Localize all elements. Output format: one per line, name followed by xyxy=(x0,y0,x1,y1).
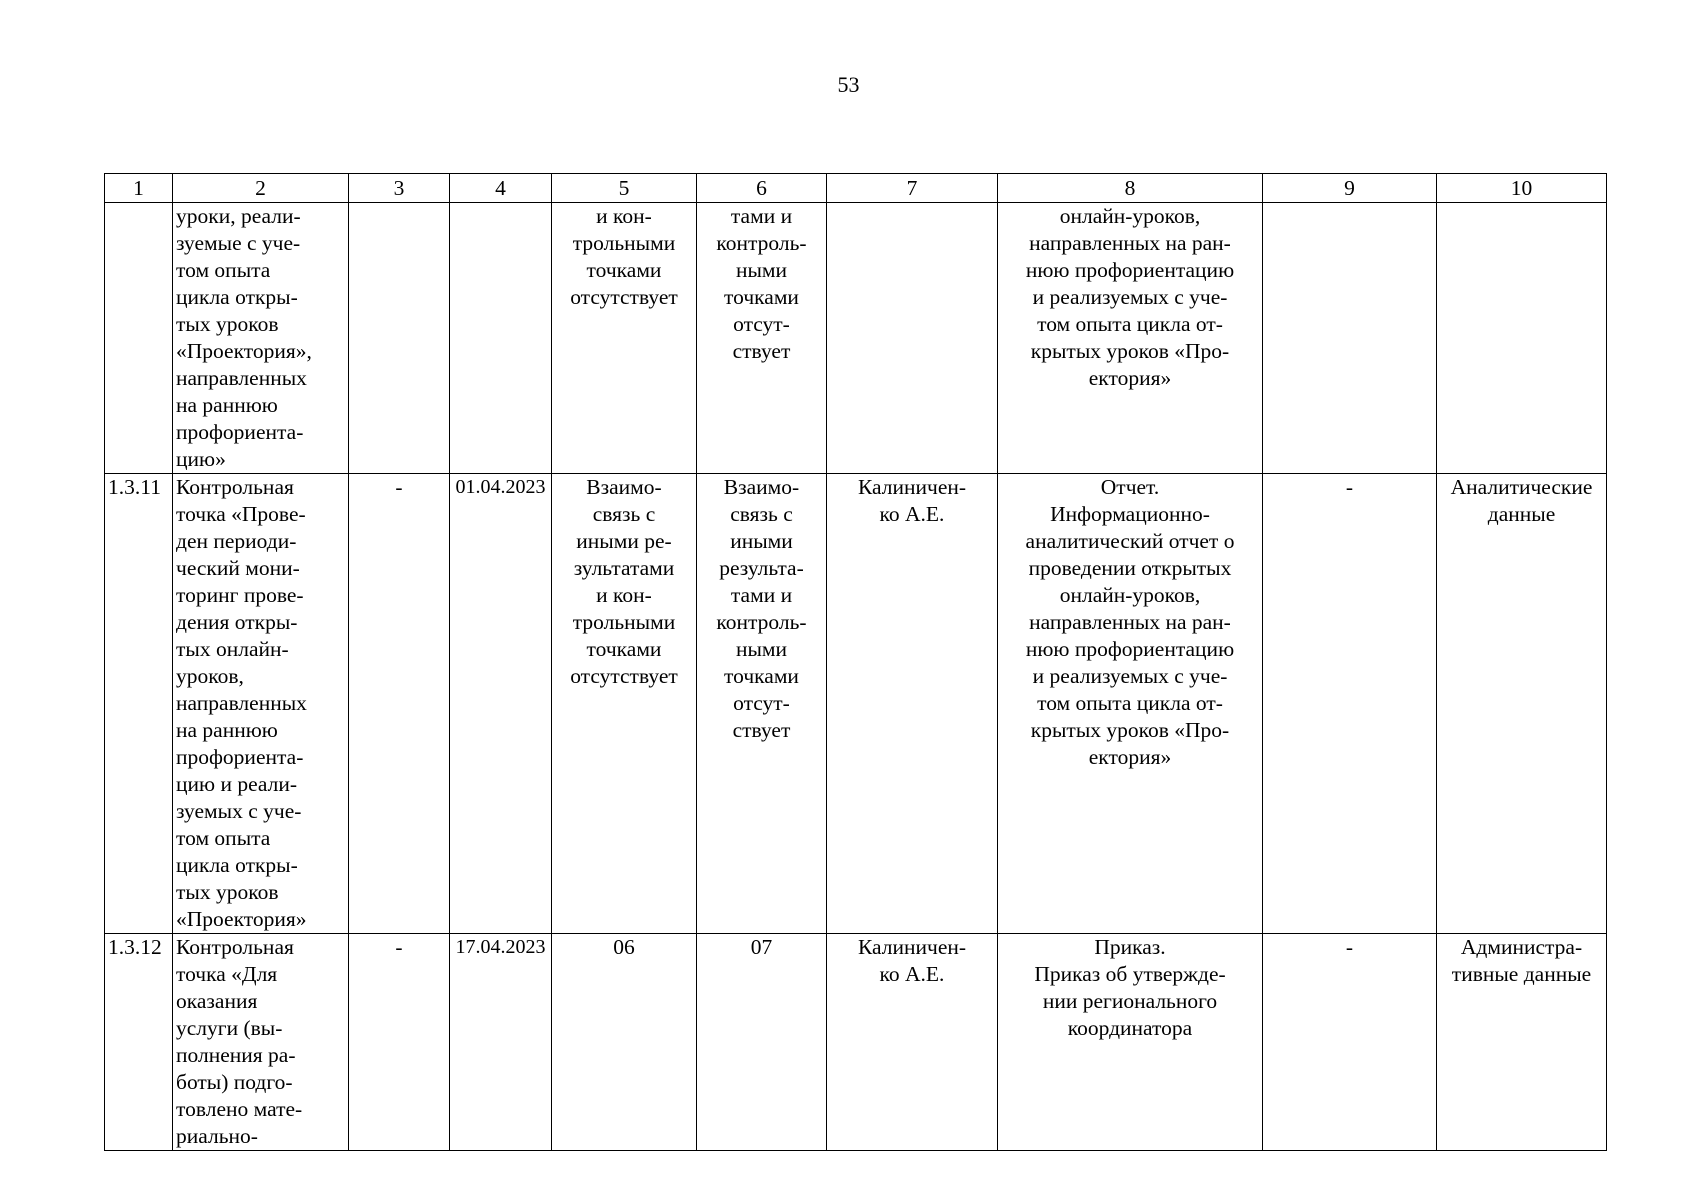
responsible-cell: Калиничен- ко А.Е. xyxy=(827,934,998,1151)
approval-level-cell: - xyxy=(1263,474,1437,934)
event-name-cell: уроки, реали- зуемые с уче- том опыта цикла откры- тых уроков «Проектория», направленных на раннюю профориента- цию» xyxy=(173,203,349,474)
approval-level-cell xyxy=(1263,203,1437,474)
row-number-cell: 1.3.12 xyxy=(105,934,173,1151)
row-number-cell xyxy=(105,203,173,474)
row-number-cell: 1.3.11 xyxy=(105,474,173,934)
start-date-cell: - xyxy=(349,474,450,934)
result-document-cell: онлайн-уроков, направленных на ран- нюю профориентацию и реализуемых с уче- том опыта цикла от- крытых уроков «Про- ектория» xyxy=(998,203,1263,474)
column-header-2: 2 xyxy=(173,174,349,203)
result-document-cell: Приказ. Приказ об утвержде- нии регионального координатора xyxy=(998,934,1263,1151)
end-date-cell xyxy=(450,203,552,474)
successor-cell: Взаимо- связь с иными результа- тами и контроль- ными точками отсут- ствует xyxy=(697,474,827,934)
start-date-cell xyxy=(349,203,450,474)
successor-cell: тами и контроль- ными точками отсут- ствует xyxy=(697,203,827,474)
column-header-3: 3 xyxy=(349,174,450,203)
event-name-cell: Контрольная точка «Для оказания услуги (вы- полнения ра- боты) подго- товлено мате- риально- xyxy=(173,934,349,1151)
predecessor-cell: Взаимо- связь с иными ре- зультатами и кон- трольными точками отсутствует xyxy=(552,474,697,934)
column-header-7: 7 xyxy=(827,174,998,203)
end-date-cell: 01.04.2023 xyxy=(450,474,552,934)
table-row xyxy=(105,203,1607,474)
column-header-1: 1 xyxy=(105,174,173,203)
column-header-4: 4 xyxy=(450,174,552,203)
successor-cell: 07 xyxy=(697,934,827,1151)
column-header-6: 6 xyxy=(697,174,827,203)
event-name-cell: Контрольная точка «Прове- ден периоди- ческий мони- торинг прове- дения откры- тых онлайн- уроков, направленных на раннюю профориента- цию и реали- зуемых с уче- том опыта цикла откры- тых уроков «Проектория» xyxy=(173,474,349,934)
approval-level-cell: - xyxy=(1263,934,1437,1151)
information-system-cell xyxy=(1437,203,1607,474)
column-header-5: 5 xyxy=(552,174,697,203)
responsible-cell xyxy=(827,203,998,474)
responsible-cell: Калиничен- ко А.Е. xyxy=(827,474,998,934)
result-document-cell: Отчет. Информационно- аналитический отчет о проведении открытых онлайн-уроков, направленных на ран- нюю профориентацию и реализуемых с уче- том опыта цикла от- крытых уроков «Про- ектория» xyxy=(998,474,1263,934)
table-row xyxy=(105,474,1607,934)
table-row xyxy=(105,934,1607,1151)
plan-table xyxy=(104,173,1607,1151)
predecessor-cell: и кон- трольными точками отсутствует xyxy=(552,203,697,474)
column-header-9: 9 xyxy=(1263,174,1437,203)
column-header-8: 8 xyxy=(998,174,1263,203)
information-system-cell: Аналитические данные xyxy=(1437,474,1607,934)
page-number: 53 xyxy=(837,72,860,97)
column-header-10: 10 xyxy=(1437,174,1607,203)
predecessor-cell: 06 xyxy=(552,934,697,1151)
end-date-cell: 17.04.2023 xyxy=(450,934,552,1151)
information-system-cell: Администра- тивные данные xyxy=(1437,934,1607,1151)
column-number-row xyxy=(105,174,1607,203)
start-date-cell: - xyxy=(349,934,450,1151)
